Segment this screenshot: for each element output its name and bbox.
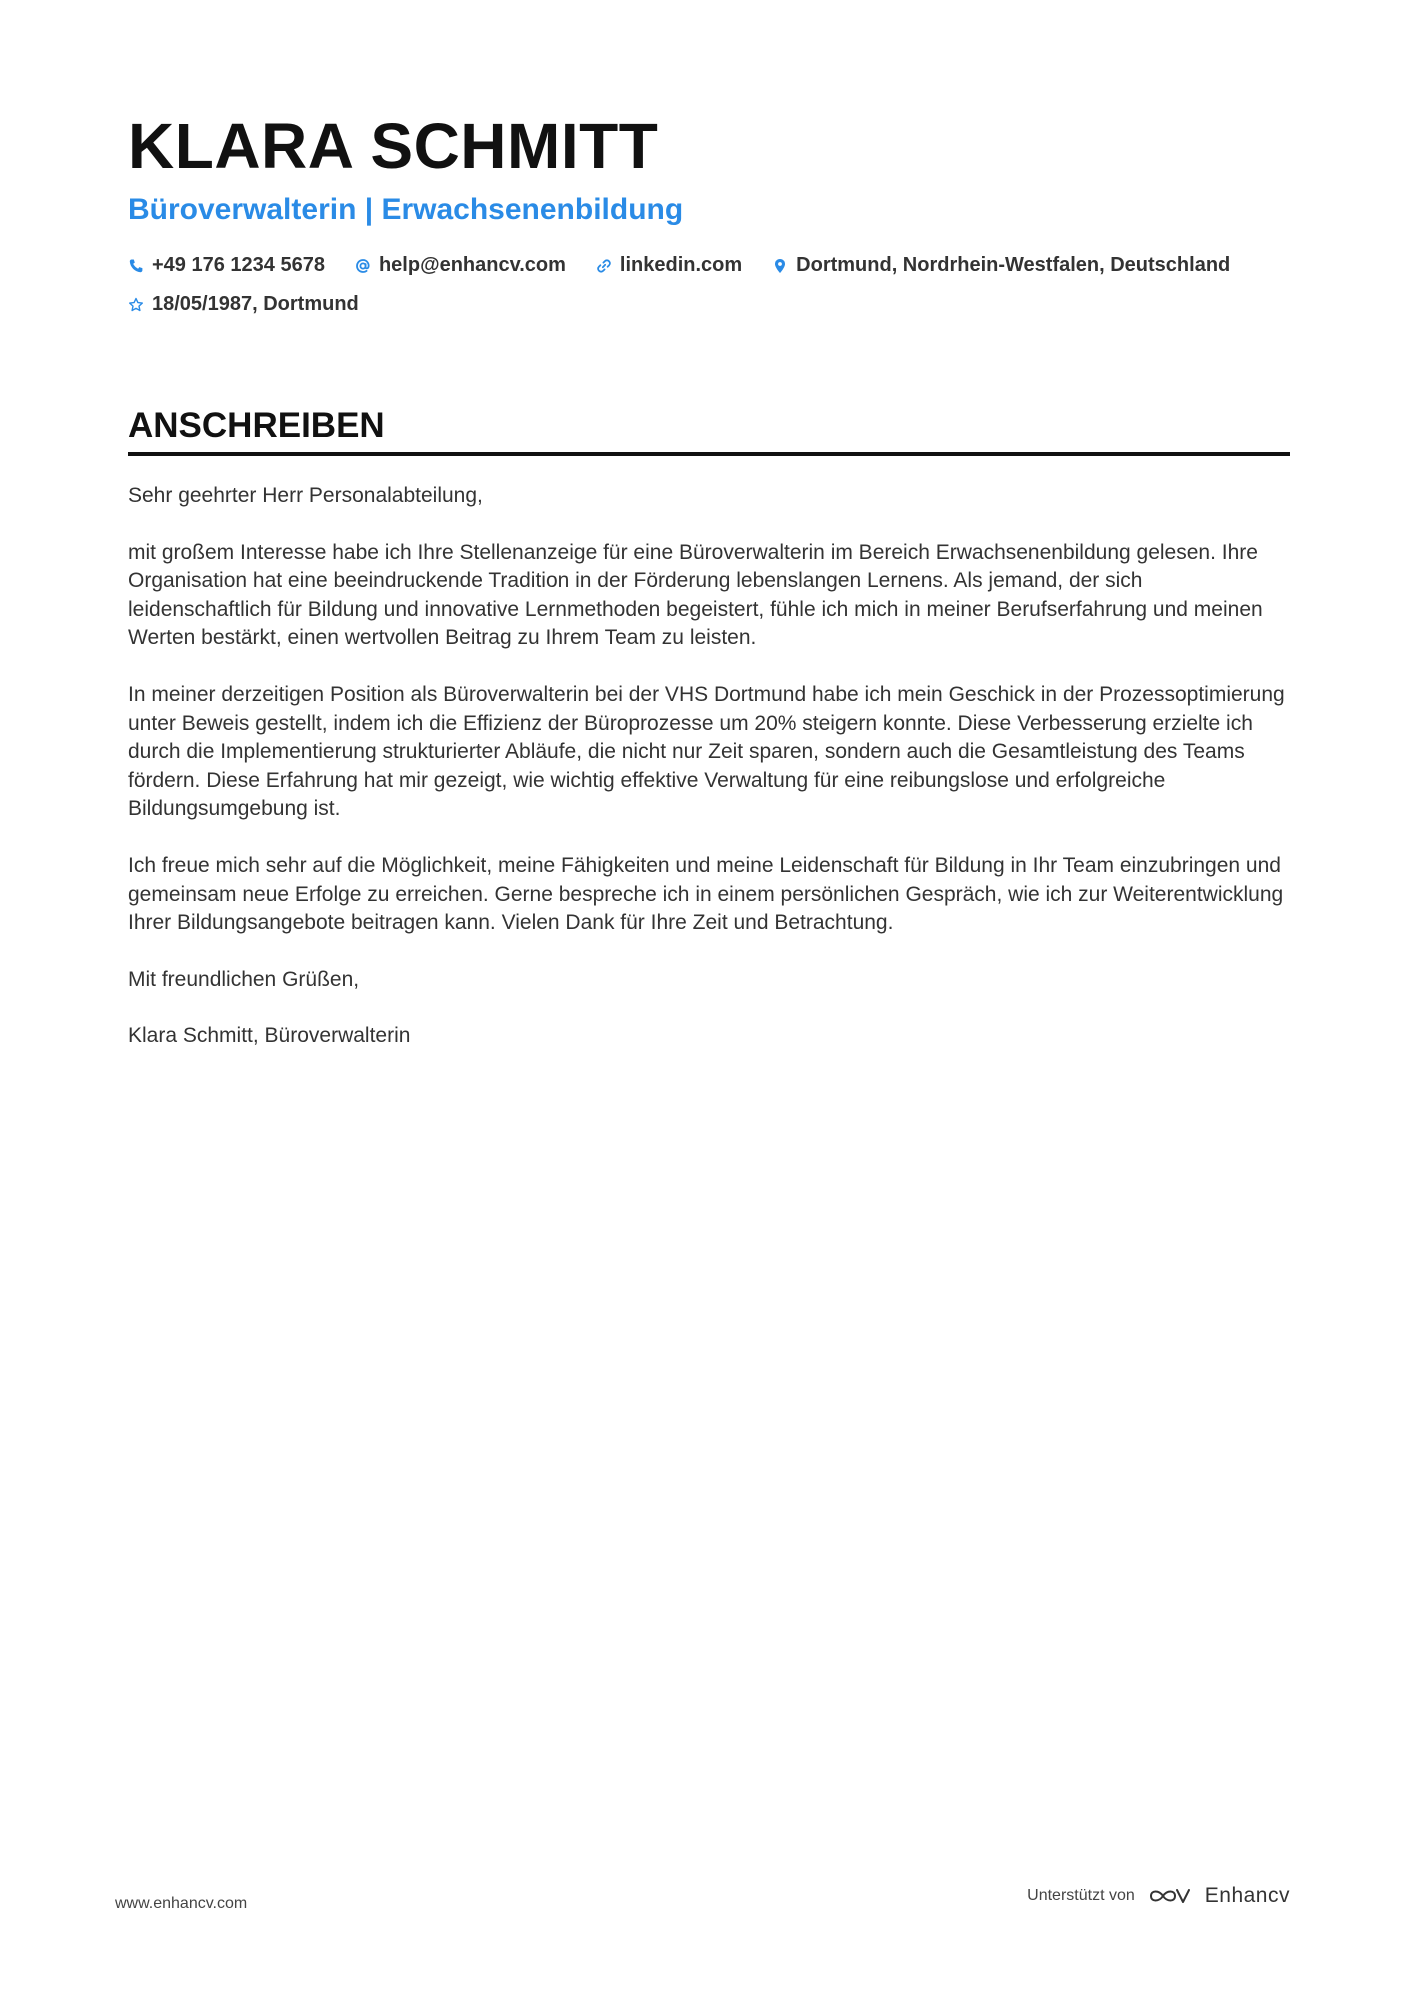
at-icon (355, 258, 371, 274)
letter-signature: Klara Schmitt, Büroverwalterin (128, 1024, 411, 1048)
letter-closing: Mit freundlichen Grüßen, (128, 967, 360, 991)
letter-salutation: Sehr geehrter Herr Personalabteilung, (128, 484, 483, 507)
linkedin-link[interactable]: linkedin.com (619, 254, 743, 276)
email-address: help@enhancv.com (378, 254, 566, 276)
contact-location (772, 252, 1230, 279)
map-pin-icon (772, 258, 788, 274)
star-icon (128, 297, 144, 313)
birth-info: 18/05/1987, Dortmund (152, 293, 359, 315)
contact-phone (128, 252, 325, 279)
link-icon (596, 258, 612, 274)
job-title: Büroverwalterin | Erwachsenenbildung (128, 193, 684, 226)
brand-name: Enhancv (1204, 1884, 1290, 1907)
letter-body (128, 482, 1290, 1051)
contact-linkedin (596, 252, 742, 279)
letter-paragraph-3: Ich freue mich sehr auf die Möglichkeit, meine Fähigkeiten und meine Leidenschaft für Bildung in Ihr Team einzubringen und gemeinsam neue Erfolge zu erreichen. Gerne bespreche ich in einem persönlichen Gespräch, wie ich zur Weiterentwicklung Ihrer Bildungsangebote beitragen kann. Vielen Dank für Ihre Zeit und Betrachtung. (128, 853, 1284, 935)
contact-list (128, 252, 1288, 318)
contact-email (355, 252, 566, 279)
section-divider (128, 452, 1290, 456)
footer-powered-by (1027, 1884, 1290, 1908)
powered-by-label: Unterstützt von (1027, 1887, 1135, 1904)
cover-letter-section (128, 404, 1290, 1079)
contact-birth (128, 291, 359, 318)
header (128, 108, 1288, 318)
applicant-name: KLARA SCHMITT (128, 110, 659, 182)
section-title: ANSCHREIBEN (128, 406, 385, 445)
phone-number: +49 176 1234 5678 (152, 254, 325, 276)
letter-paragraph-1: mit großem Interesse habe ich Ihre Stellenanzeige für eine Büroverwalterin im Bereich Erwachsenenbildung gelesen. Ihre Organisation hat eine beeindruckende Tradition in der Förderung lebenslangen Lernens. Als jemand, der sich leidenschaftlich für Bildung und innovative Lernmethoden begeistert, fühle ich mich in meiner Berufserfahrung und meinen Werten bestärkt, einen wertvollen Beitrag zu Ihrem Team zu leisten. (128, 540, 1263, 650)
letter-paragraph-2: In meiner derzeitigen Position als Büroverwalterin bei der VHS Dortmund habe ich mein Geschick in der Prozessoptimierung unter Beweis gestellt, indem ich die Effizienz der Büroprozesse um 20% steigern konnte. Diese Verbesserung erzielte ich durch die Implementierung strukturierter Abläufe, die nicht nur Zeit sparen, sondern auch die Gesamtleistung des Teams fördern. Diese Erfahrung hat mir gezeigt, wie wichtig effektive Verwaltung für eine reibungslose und erfolgreiche Bildungsumgebung ist. (128, 682, 1285, 821)
location-text: Dortmund, Nordrhein-Westfalen, Deutschland (796, 254, 1231, 276)
footer-website[interactable]: www.enhancv.com (115, 1895, 248, 1912)
phone-icon (128, 258, 144, 274)
enhancv-logo-icon (1147, 1884, 1193, 1908)
